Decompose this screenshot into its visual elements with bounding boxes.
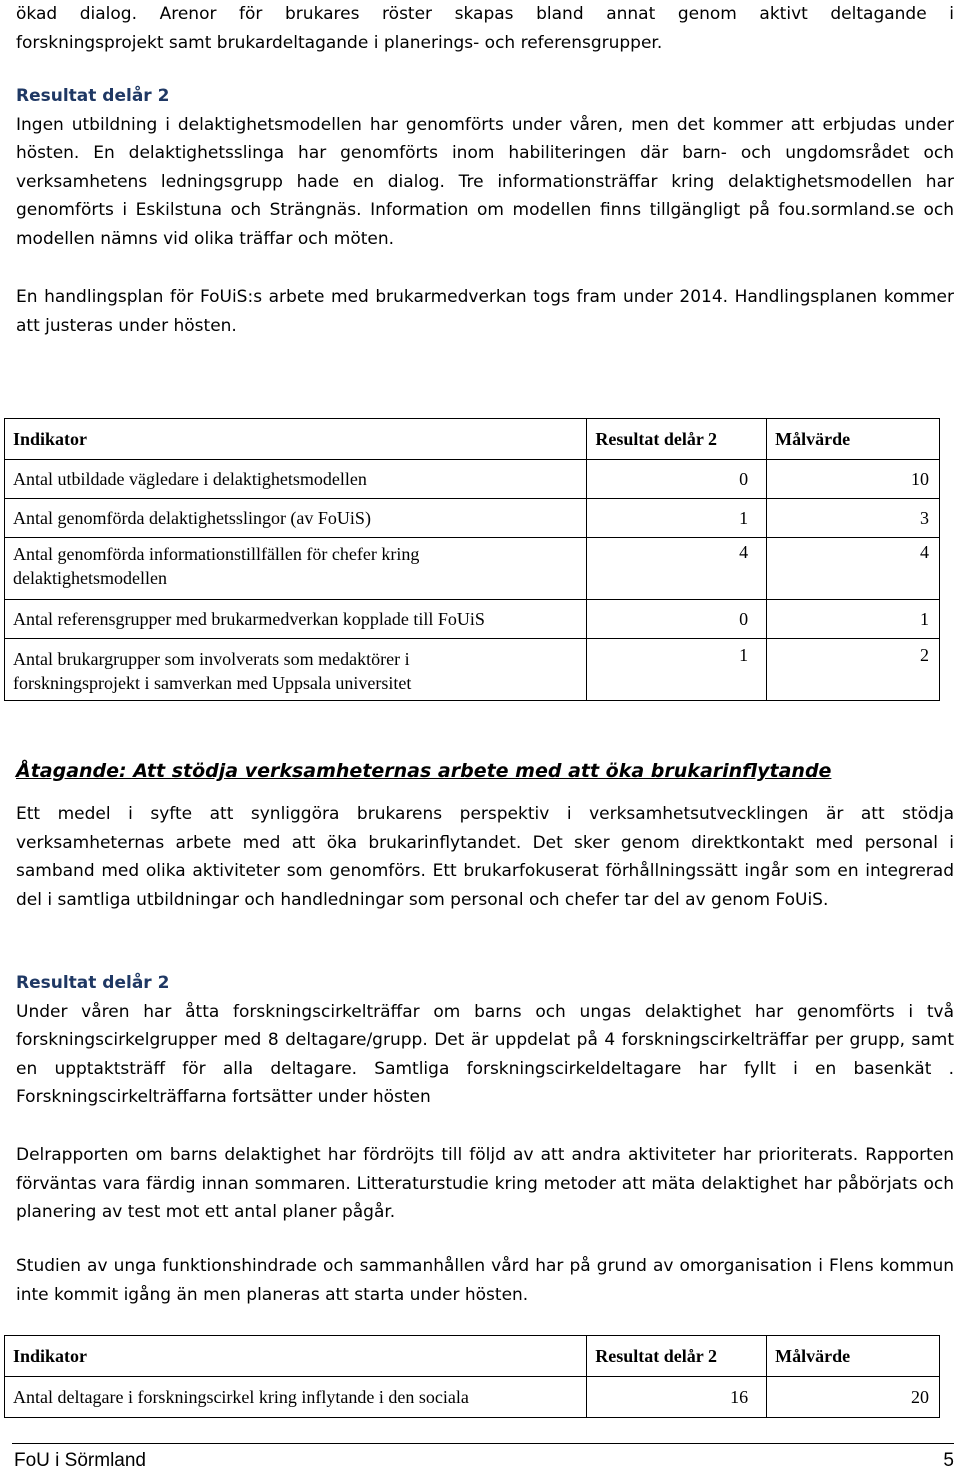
header-malvarde: Målvärde [767,1336,940,1377]
section-1 [16,82,954,254]
section-2-p2-block [16,1141,954,1227]
table-row [5,600,940,639]
indicator-table-1 [4,418,940,701]
cell-indikator: Antal utbildade vägledare i delaktighetsmodellen [5,460,587,499]
section-1-heading: Resultat delår 2 [16,86,170,106]
section-2-paragraph-3: Studien av unga funktionshindrade och sammanhållen vård har på grund av omorganisation i Flens kommun inte kommit igång än men planeras att starta under hösten. [16,1256,954,1305]
table-header-row [5,1336,940,1377]
intro-block [16,0,954,57]
cell-resultat: 0 [587,460,767,499]
cell-resultat: 1 [587,499,767,538]
section-2-heading: Resultat delår 2 [16,973,170,993]
cell-indikator: Antal deltagare i forskningscirkel kring inflytande i den sociala [5,1377,587,1418]
section-1-para2-block [16,283,954,340]
page-number: 5 [943,1450,954,1471]
intro-line-1: ökad dialog. Arenor för brukares röster skapas bland annat genom aktivt deltagande i [16,4,954,24]
table-row [5,639,940,701]
cell-resultat: 1 [587,639,767,701]
cell-malvarde: 10 [767,460,940,499]
header-indikator: Indikator [5,1336,587,1377]
cell-indikator: Antal genomförda delaktighetsslingor (av FoUiS) [5,499,587,538]
intro-line-2: forskningsprojekt samt brukardeltagande i planerings- och referensgrupper. [16,32,663,53]
cell-resultat: 0 [587,600,767,639]
table-row [5,499,940,538]
cell-indikator: Antal genomförda informationstillfällen för chefer kring delaktighetsmodellen [5,538,587,600]
indicator-table-2 [4,1335,940,1418]
footer-publisher: FoU i Sörmland [14,1450,146,1471]
cell-malvarde: 20 [767,1377,940,1418]
header-malvarde: Målvärde [767,419,940,460]
section-2-paragraph-1: Under våren har åtta forskningscirkelträffar om barns och ungas delaktighet har genomförts i två forskningscirkelgrupper med 8 deltagare/grupp. Det är uppdelat på 4 forskningscirkelträffar per grupp, samt en upptaktsträff för alla deltagare. Samtliga forskningscirkeldeltagare har fyllt i en basenkät . Forskningscirkelträffarna fortsätter under hösten [16,1001,954,1108]
commitment-paragraph: Ett medel i syfte att synliggöra brukarens perspektiv i verksamhetsutvecklingen är att stödja verksamheternas arbete med att öka brukarinflytandet. Det sker genom direktkontakt med personal i samband med olika aktiviteter som genomförs. Ett brukarfokuserat förhållningssätt ingår som en integrerad del i samtliga utbildningar och handledningar som personal och chefer tar del av genom FoUiS. [16,804,954,910]
cell-resultat: 16 [587,1377,767,1418]
section-2-results-block [16,969,954,1112]
cell-indikator: Antal brukargrupper som involverats som medaktörer i forskningsprojekt i samverkan med Uppsala universitet [5,639,587,701]
table-row [5,460,940,499]
cell-malvarde: 2 [767,639,940,701]
commitment-heading: Åtagande: Att stödja verksamheternas arbete med att öka brukarinflytande [16,760,832,782]
cell-resultat: 4 [587,538,767,600]
header-resultat: Resultat delår 2 [587,1336,767,1377]
cell-indikator: Antal referensgrupper med brukarmedverkan kopplade till FoUiS [5,600,587,639]
cell-malvarde: 3 [767,499,940,538]
header-indikator: Indikator [5,419,587,460]
table-header-row [5,419,940,460]
section-2-paragraph-2: Delrapporten om barns delaktighet har fördröjts till följd av att andra aktiviteter har prioriterats. Rapporten förväntas vara färdig innan sommaren. Litteraturstudie kring metoder att mäta delaktighet har påbörjats och planering av test mot ett antal planer pågår. [16,1145,954,1223]
table-row [5,1377,940,1418]
section-1-paragraph: Ingen utbildning i delaktighetsmodellen har genomförts under våren, men det kommer att erbjudas under hösten. En delaktighetsslinga har genomförts inom habiliteringen där barn- och ungdomsrådet och verksamhetens ledningsgrupp hade en dialog. Tre informationsträffar kring delaktighetsmodellen har genomförts i Eskilstuna och Strängnäs. Information om modellen finns tillgängligt på fou.sormland.se och modellen nämns vid olika träffar och möten. [16,114,954,249]
header-resultat: Resultat delår 2 [587,419,767,460]
page-footer [12,1443,954,1471]
section-2-p3-block [16,1252,954,1309]
table-row [5,538,940,600]
cell-malvarde: 4 [767,538,940,600]
cell-malvarde: 1 [767,600,940,639]
section-2-title-block [16,757,954,785]
section-1-paragraph-2: En handlingsplan för FoUiS:s arbete med brukarmedverkan togs fram under 2014. Handlingsplanen kommer att justeras under hösten. [16,287,954,336]
section-2-intro-block [16,800,954,914]
